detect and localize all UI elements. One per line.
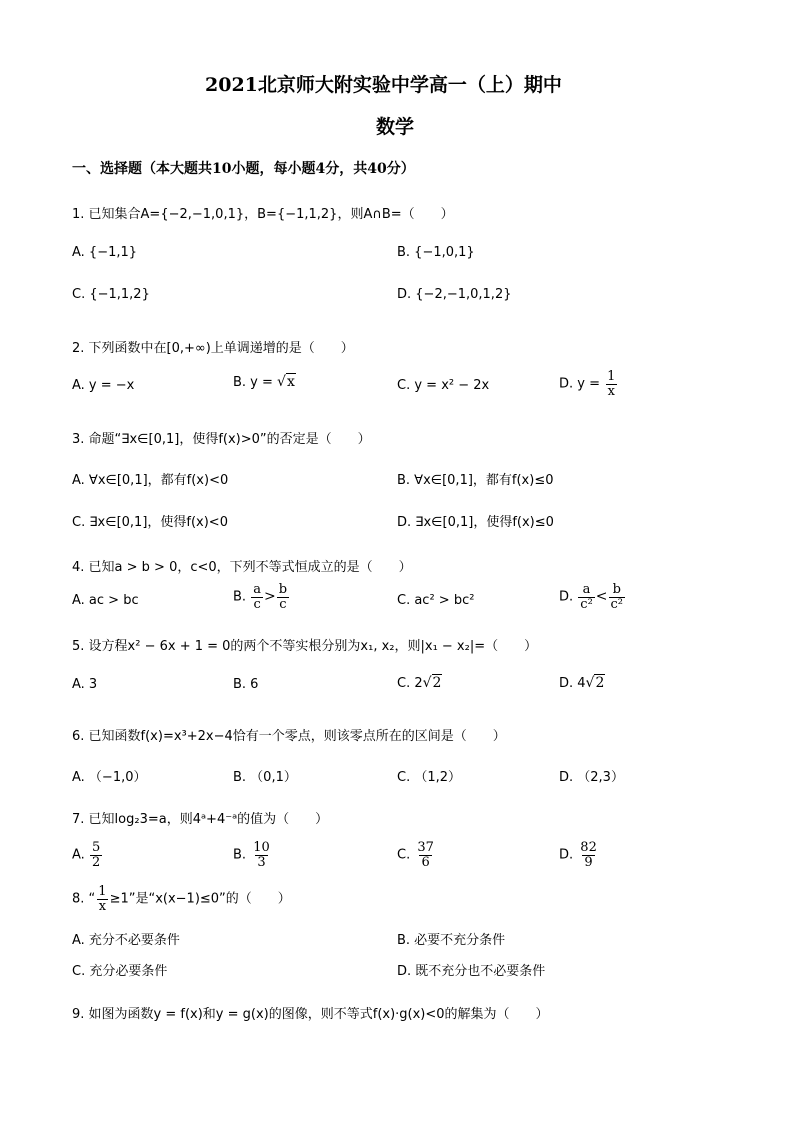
question-7-option-d — [559, 841, 600, 869]
numerator: 10 — [253, 840, 270, 855]
numerator: 1 — [607, 369, 616, 384]
option-label: D. — [559, 589, 574, 605]
fraction — [96, 885, 108, 913]
fraction — [609, 583, 626, 611]
fraction — [90, 841, 102, 869]
radicand: 2 — [432, 675, 442, 691]
numerator: b — [612, 582, 621, 597]
page-title: 2021北京师大附实验中学高一（上）期中 — [205, 74, 562, 96]
question-4-option-a: A. ac > bc — [72, 593, 139, 608]
question-6-option-b: B. （0,1） — [233, 770, 297, 785]
subject-title: 数学 — [376, 116, 415, 138]
sqrt-symbol: √2 — [422, 675, 442, 691]
denominator: c — [279, 596, 287, 612]
fraction — [251, 841, 272, 869]
stem-suffix: ≥1”是“x(x−1)≤0”的（ ） — [109, 891, 291, 907]
question-1-option-a: A. {−1,1} — [72, 245, 138, 260]
numerator: a — [582, 582, 591, 597]
question-8-stem — [72, 885, 291, 913]
question-3-stem: 3. 命题“∃x∈[0,1]，使得f(x)>0”的否定是（ ） — [72, 432, 371, 447]
fraction — [251, 583, 263, 611]
denominator: x — [607, 383, 615, 399]
stem-prefix: 8. “ — [72, 891, 96, 907]
denominator: 6 — [421, 854, 430, 870]
radicand: 2 — [595, 675, 605, 691]
question-5-option-c — [397, 675, 442, 691]
option-label: A. — [72, 847, 85, 863]
numerator: a — [253, 582, 261, 597]
fraction — [605, 370, 617, 398]
question-8-option-a: A. 充分不必要条件 — [72, 933, 180, 948]
sqrt-symbol: √x — [277, 374, 295, 390]
question-5-option-a: A. 3 — [72, 677, 98, 692]
question-2-option-a: A. y = −x — [72, 378, 135, 393]
question-2-option-b-prefix: B. y = — [233, 375, 278, 390]
question-4-option-d — [559, 583, 626, 611]
numerator: 5 — [91, 840, 101, 855]
question-7-stem: 7. 已知log₂3=a，则4ᵃ+4⁻ᵃ的值为（ ） — [72, 812, 329, 827]
section-heading: 一、选择题（本大题共10小题，每小题4分，共40分） — [72, 161, 415, 177]
question-5-option-d — [559, 675, 605, 691]
denominator: x — [98, 898, 107, 914]
question-9-stem: 9. 如图为函数y = f(x)和y = g(x)的图像，则不等式f(x)·g(x)<0的解集为（ ） — [72, 1007, 549, 1022]
question-3-option-a: A. ∀x∈[0,1]，都有f(x)<0 — [72, 473, 229, 488]
radicand: x — [286, 374, 295, 390]
question-2-stem: 2. 下列函数中在[0,+∞)上单调递增的是（ ） — [72, 341, 354, 356]
sqrt-symbol: √2 — [585, 675, 605, 691]
question-5-stem: 5. 设方程x² − 6x + 1 = 0的两个不等实根分别为x₁, x₂，则|x₁ − x₂|=（ ） — [72, 639, 538, 654]
denominator: c² — [610, 596, 624, 612]
denominator: 2 — [91, 854, 101, 870]
question-6-option-a: A. （−1,0） — [72, 770, 147, 785]
question-5-option-b: B. 6 — [233, 677, 259, 692]
question-7-option-a — [72, 841, 103, 869]
option-label: D. — [559, 847, 574, 863]
question-8-option-d: D. 既不充分也不必要条件 — [397, 964, 546, 979]
denominator: c² — [580, 596, 593, 612]
question-6-option-c: C. （1,2） — [397, 770, 462, 785]
question-4-stem: 4. 已知a > b > 0，c<0，下列不等式恒成立的是（ ） — [72, 560, 412, 575]
denominator: 9 — [584, 854, 593, 870]
fraction — [415, 841, 436, 869]
fraction — [578, 841, 599, 869]
question-6-option-d: D. （2,3） — [559, 770, 624, 785]
numerator: b — [278, 582, 288, 597]
question-3-option-d: D. ∃x∈[0,1]，使得f(x)≤0 — [397, 515, 554, 530]
numerator: 82 — [580, 840, 597, 855]
option-prefix: C. 2 — [397, 676, 423, 691]
question-4-option-b — [233, 583, 290, 611]
question-6-stem: 6. 已知函数f(x)=x³+2x−4恰有一个零点，则该零点所在的区间是（ ） — [72, 729, 506, 744]
option-label: B. — [233, 847, 247, 863]
denominator: c — [253, 596, 261, 612]
question-8-option-b: B. 必要不充分条件 — [397, 933, 506, 948]
operator: < — [595, 588, 608, 605]
question-8-option-c: C. 充分必要条件 — [72, 964, 168, 979]
question-3-option-c: C. ∃x∈[0,1]，使得f(x)<0 — [72, 515, 228, 530]
question-1-option-d: D. {−2,−1,0,1,2} — [397, 287, 512, 302]
denominator: 3 — [257, 854, 266, 870]
question-2-option-d — [559, 370, 618, 398]
question-2-option-b — [233, 374, 296, 390]
question-1-option-b: B. {−1,0,1} — [397, 245, 475, 260]
question-7-option-b — [233, 841, 273, 869]
fraction — [277, 583, 289, 611]
option-label: B. — [233, 589, 247, 605]
question-4-option-c: C. ac² > bc² — [397, 593, 475, 608]
question-2-option-d-prefix: D. y = — [559, 376, 605, 392]
numerator: 1 — [98, 884, 107, 899]
question-7-option-c — [397, 841, 437, 869]
fraction — [578, 583, 595, 611]
question-1-stem: 1. 已知集合A={−2,−1,0,1}，B={−1,1,2}，则A∩B=（ ） — [72, 207, 454, 222]
question-2-option-c: C. y = x² − 2x — [397, 378, 490, 393]
option-label: C. — [397, 847, 411, 863]
operator: > — [263, 588, 276, 605]
option-prefix: D. 4 — [559, 676, 586, 691]
question-1-option-c: C. {−1,1,2} — [72, 287, 150, 302]
numerator: 37 — [417, 840, 434, 855]
question-3-option-b: B. ∀x∈[0,1]，都有f(x)≤0 — [397, 473, 554, 488]
